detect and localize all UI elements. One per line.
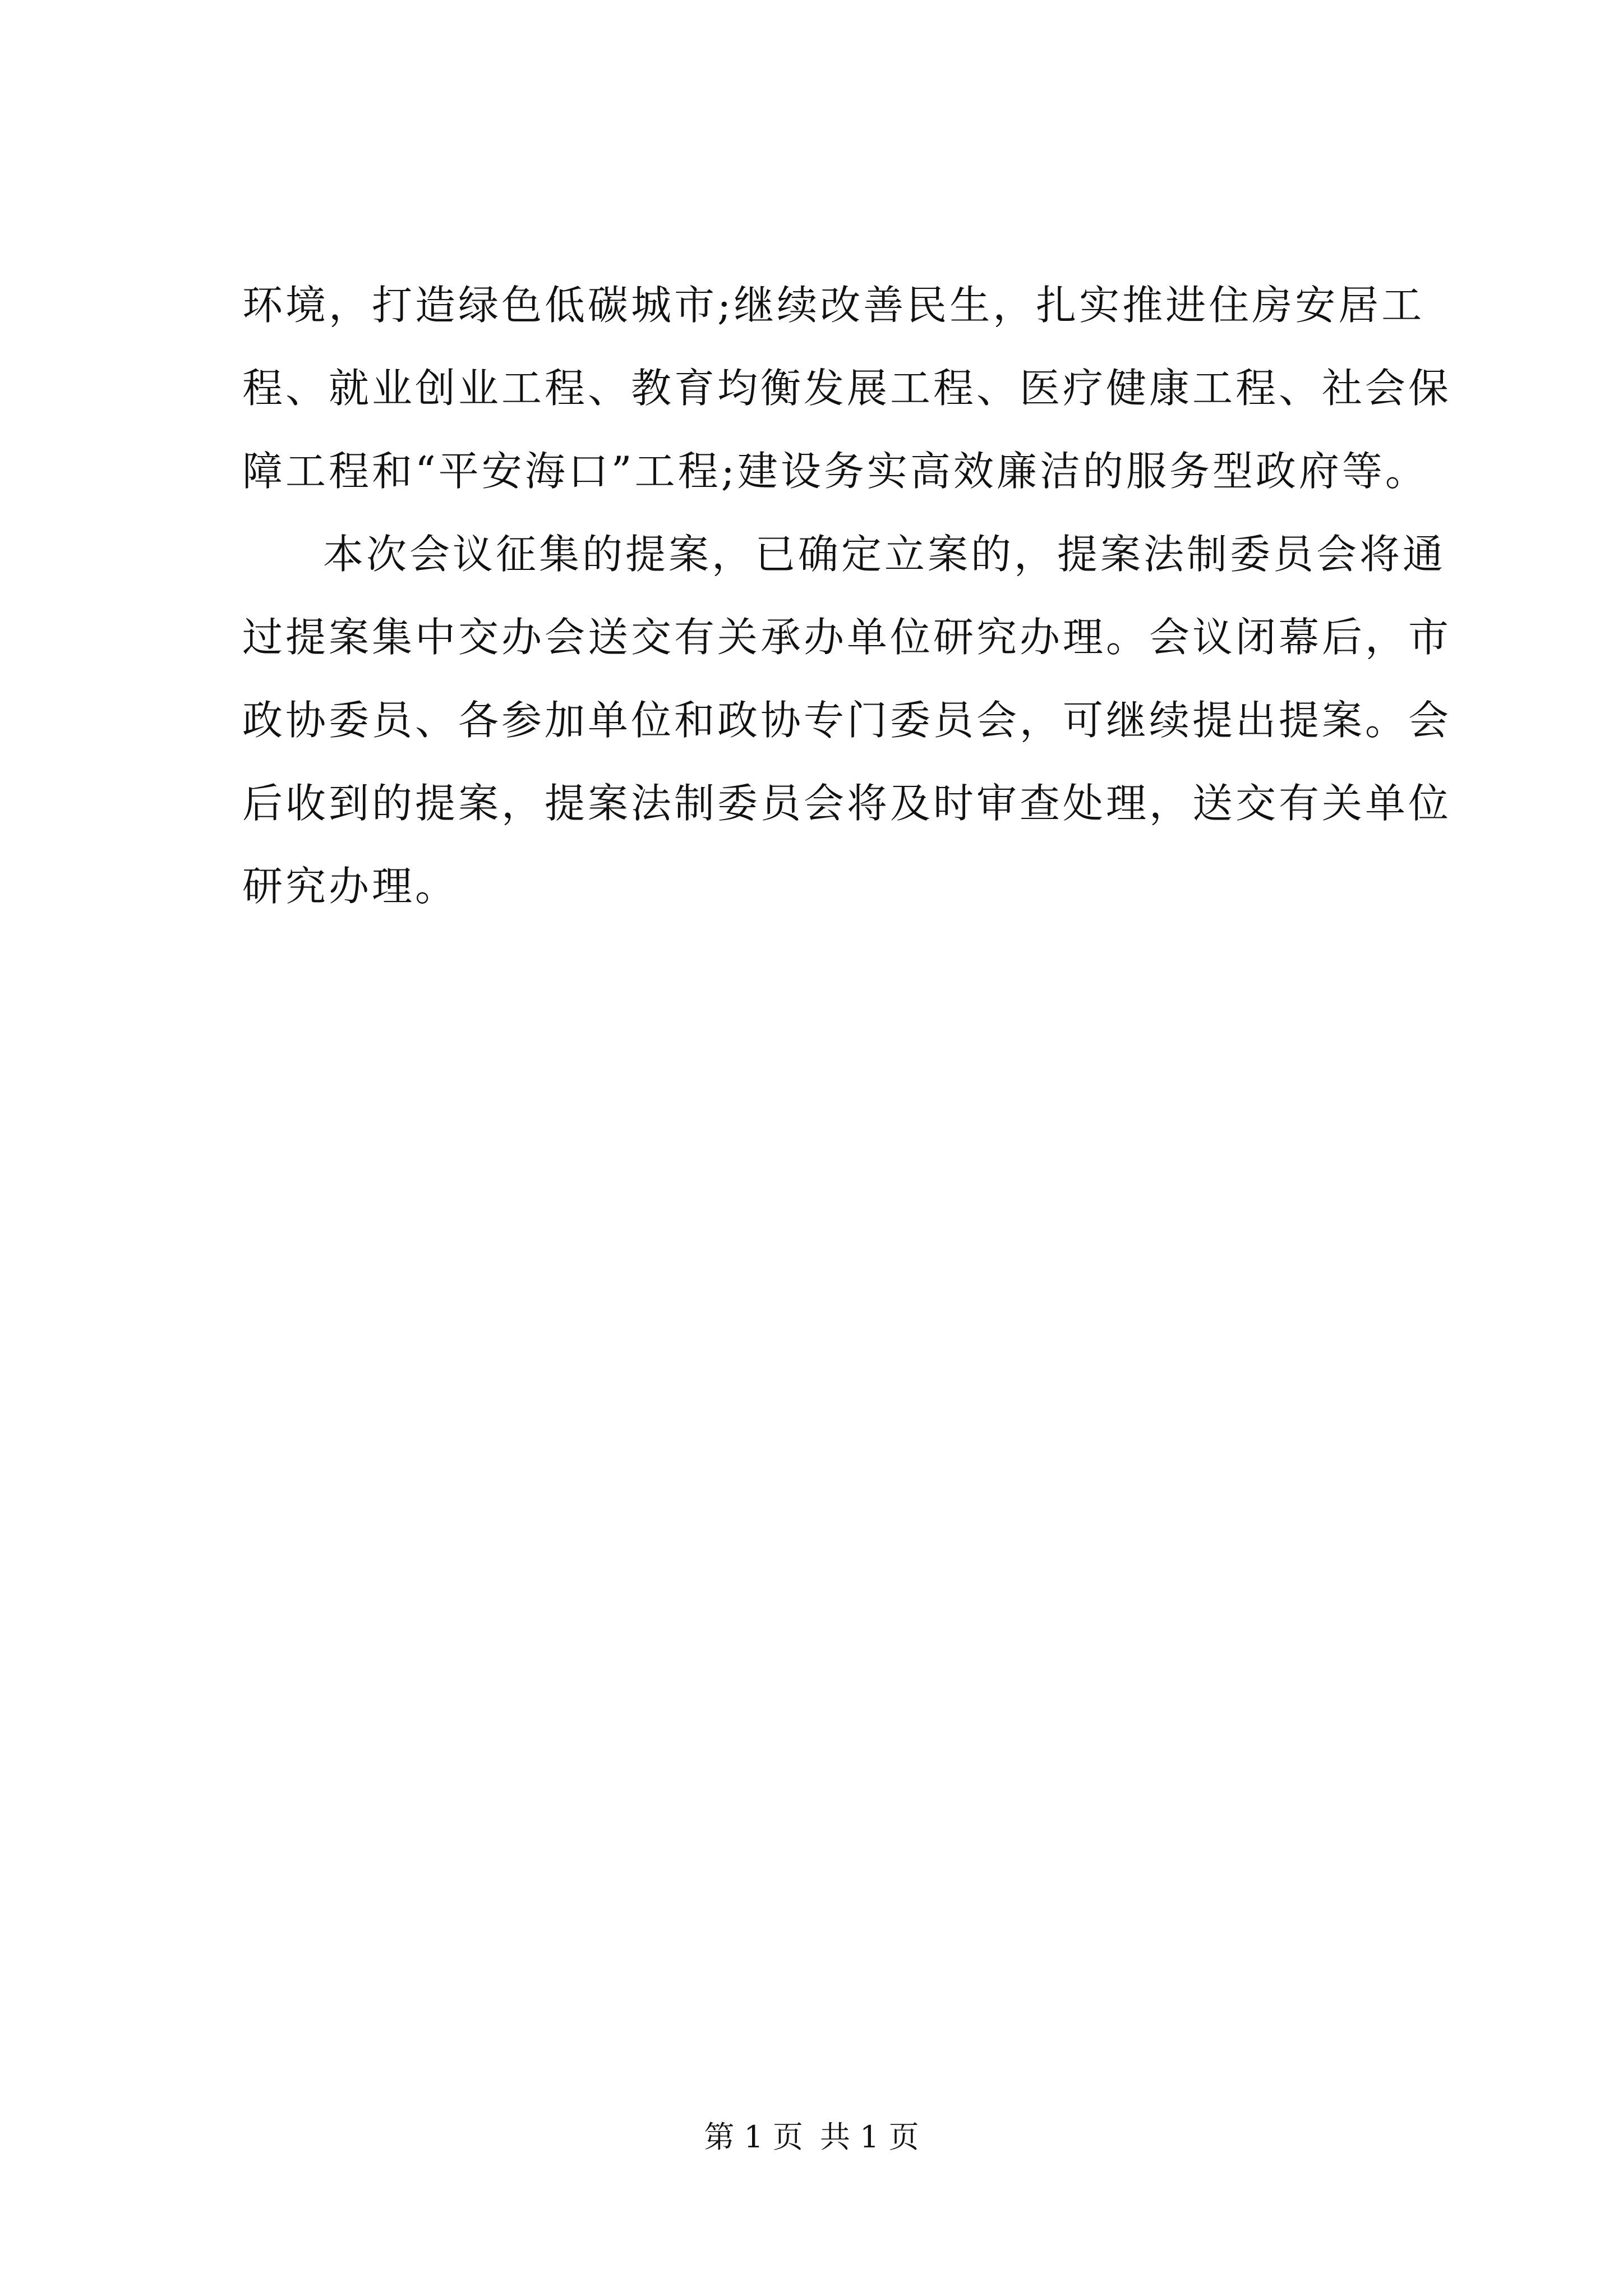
paragraph-line: 研究办理。 bbox=[242, 863, 459, 910]
paragraph-2 bbox=[242, 513, 1452, 928]
page-footer bbox=[0, 2118, 1623, 2157]
paragraph-line: 本次会议征集的提案，已确定立案的，提案法制委员会将通 bbox=[323, 531, 1446, 578]
page-count: 共 1 页 bbox=[820, 2119, 919, 2155]
paragraph-line: 程、就业创业工程、教育均衡发展工程、医疗健康工程、社会保 bbox=[242, 365, 1452, 412]
paragraph-line: 过提案集中交办会送交有关承办单位研究办理。会议闭幕后，市 bbox=[242, 614, 1452, 661]
paragraph-1 bbox=[242, 264, 1452, 513]
document-body bbox=[242, 264, 1452, 928]
paragraph-line: 后收到的提案，提案法制委员会将及时审查处理，送交有关单位 bbox=[242, 780, 1452, 827]
paragraph-line: 政协委员、各参加单位和政协专门委员会，可继续提出提案。会 bbox=[242, 697, 1452, 744]
paragraph-line: 障工程和“平安海口”工程;建设务实高效廉洁的服务型政府等。 bbox=[242, 448, 1428, 495]
paragraph-line: 环境，打造绿色低碳城市;继续改善民生，扎实推进住房安居工 bbox=[242, 282, 1425, 329]
page-number: 第 1 页 bbox=[704, 2119, 803, 2155]
